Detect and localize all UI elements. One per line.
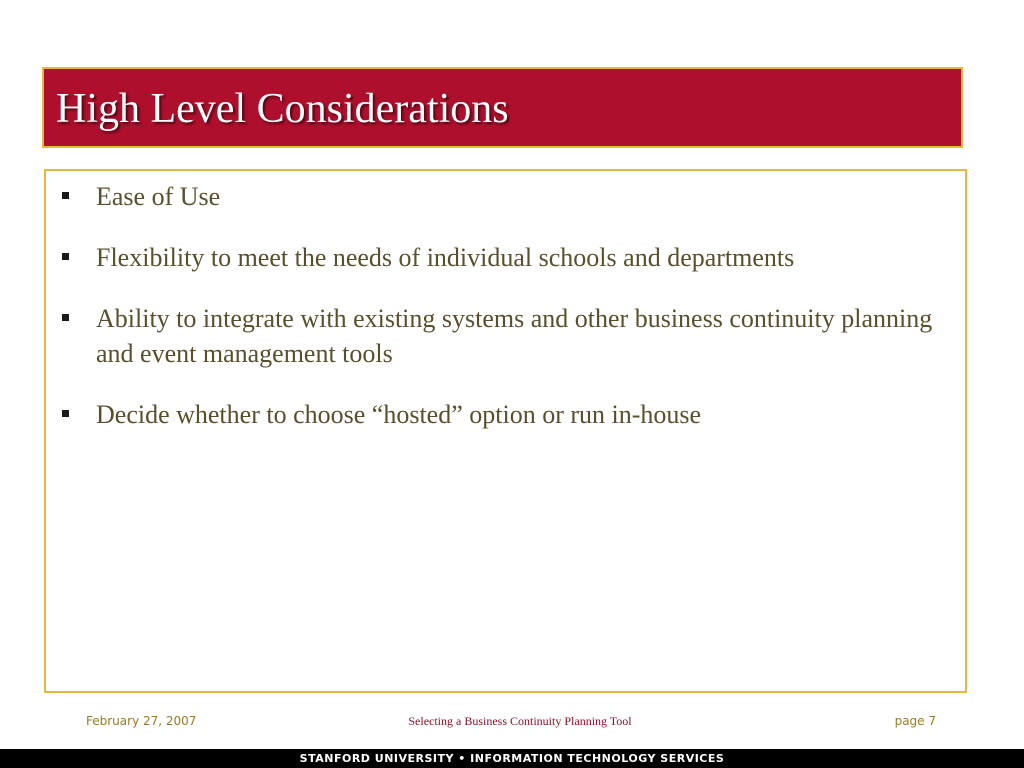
- content-box: [44, 169, 967, 693]
- bullet-item: [58, 179, 948, 214]
- square-bullet-icon: [62, 314, 69, 321]
- square-bullet-icon: [62, 410, 69, 417]
- footer-presentation-title: Selecting a Business Continuity Planning Tool: [408, 714, 632, 728]
- bullet-item: [58, 240, 948, 275]
- footer-page-number: page 7: [894, 714, 936, 728]
- bullet-text: Decide whether to choose “hosted” option or run in-house: [96, 400, 702, 429]
- footer-date: February 27, 2007: [86, 714, 197, 728]
- bullet-item: [58, 397, 948, 432]
- bullet-text: Ease of Use: [96, 182, 221, 211]
- bullet-text: Ability to integrate with existing systems and other business continuity planning and event management tools: [96, 304, 933, 368]
- square-bullet-icon: [62, 253, 69, 260]
- square-bullet-icon: [62, 192, 69, 199]
- bullet-text: Flexibility to meet the needs of individual schools and departments: [96, 243, 795, 272]
- footer-banner-text: STANFORD UNIVERSITY • INFORMATION TECHNOLOGY SERVICES: [299, 752, 725, 765]
- footer-banner: [0, 749, 1024, 768]
- slide-title: High Level Considerations: [56, 86, 509, 132]
- title-bar: [42, 67, 963, 148]
- bullet-item: [58, 301, 948, 371]
- bullet-list: [58, 179, 948, 458]
